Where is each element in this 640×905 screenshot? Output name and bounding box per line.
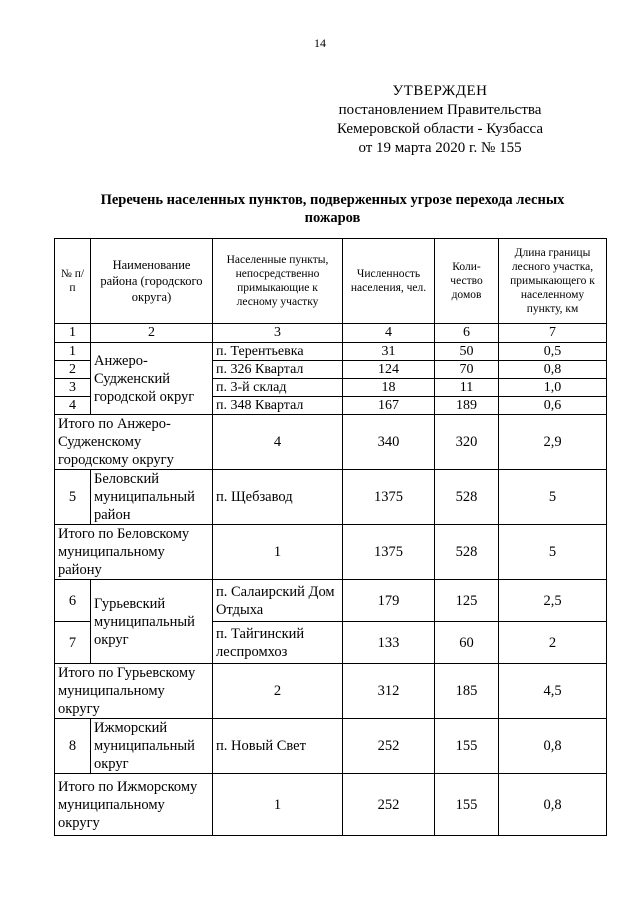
approval-line: постановлением Правительства xyxy=(338,102,542,118)
row-number: 6 xyxy=(55,580,91,622)
houses: 11 xyxy=(435,379,499,397)
houses: 60 xyxy=(435,622,499,664)
column-number: 7 xyxy=(499,324,607,343)
subtotal-population: 252 xyxy=(343,774,435,836)
subtotal-row xyxy=(55,774,607,836)
border-length: 0,5 xyxy=(499,343,607,361)
table-header-row xyxy=(55,239,607,324)
border-length: 2 xyxy=(499,622,607,664)
district-name: Гурьевский муниципальный округ xyxy=(91,580,213,664)
subtotal-length: 5 xyxy=(499,525,607,580)
subtotal-label: Итого по Ижморскому муниципальному округу xyxy=(55,774,213,836)
approval-line: Кемеровской области - Кузбасса xyxy=(336,121,544,137)
header-cell: Наименование района (городского округа) xyxy=(91,239,213,324)
border-length: 0,8 xyxy=(499,361,607,379)
subtotal-length: 4,5 xyxy=(499,664,607,719)
population: 1375 xyxy=(343,470,435,525)
houses: 528 xyxy=(435,470,499,525)
subtotal-length: 2,9 xyxy=(499,415,607,470)
district-name: Ижморский муниципальный округ xyxy=(91,719,213,774)
settlement-name: п. Новый Свет xyxy=(213,719,343,774)
subtotal-row xyxy=(55,664,607,719)
table-row xyxy=(55,719,607,774)
population: 167 xyxy=(343,397,435,415)
settlement-name: п. Терентьевка xyxy=(213,343,343,361)
subtotal-population: 312 xyxy=(343,664,435,719)
subtotal-population: 1375 xyxy=(343,525,435,580)
header-cell: Численность населения, чел. xyxy=(343,239,435,324)
row-number: 1 xyxy=(55,343,91,361)
subtotal-row xyxy=(55,525,607,580)
column-number: 2 xyxy=(91,324,213,343)
population: 133 xyxy=(343,622,435,664)
header-cell: № п/п xyxy=(55,239,91,324)
subtotal-population: 340 xyxy=(343,415,435,470)
approval-line: от 19 марта 2020 г. № 155 xyxy=(358,140,522,156)
column-number: 1 xyxy=(55,324,91,343)
population: 18 xyxy=(343,379,435,397)
subtotal-length: 0,8 xyxy=(499,774,607,836)
subtotal-count: 1 xyxy=(213,774,343,836)
settlement-name: п. Салаирский Дом Отдыха xyxy=(213,580,343,622)
population: 179 xyxy=(343,580,435,622)
settlements-table xyxy=(54,238,607,836)
subtotal-count: 4 xyxy=(213,415,343,470)
subtotal-row xyxy=(55,415,607,470)
header-cell: Коли-чество домов xyxy=(435,239,499,324)
row-number: 5 xyxy=(55,470,91,525)
header-cell: Длина границы лесного участка, примыкающего к населенному пункту, км xyxy=(499,239,607,324)
district-name: Анжеро-Судженский городской округ xyxy=(91,343,213,415)
settlement-name: п. 3-й склад xyxy=(213,379,343,397)
settlement-name: п. 348 Квартал xyxy=(213,397,343,415)
row-number: 8 xyxy=(55,719,91,774)
subtotal-count: 2 xyxy=(213,664,343,719)
border-length: 2,5 xyxy=(499,580,607,622)
border-length: 0,6 xyxy=(499,397,607,415)
houses: 50 xyxy=(435,343,499,361)
title-line: Перечень населенных пунктов, подверженных угрозе перехода лесных xyxy=(100,192,565,208)
houses: 125 xyxy=(435,580,499,622)
settlement-name: п. Тайгинский леспромхоз xyxy=(213,622,343,664)
settlement-name: п. Щебзавод xyxy=(213,470,343,525)
page-number: 14 xyxy=(314,36,326,50)
houses: 70 xyxy=(435,361,499,379)
column-number: 3 xyxy=(213,324,343,343)
row-number: 3 xyxy=(55,379,91,397)
document-title xyxy=(60,191,605,227)
population: 252 xyxy=(343,719,435,774)
table-row xyxy=(55,580,607,622)
settlement-name: п. 326 Квартал xyxy=(213,361,343,379)
subtotal-label: Итого по Анжеро-Судженскому городскому округу xyxy=(55,415,213,470)
houses: 189 xyxy=(435,397,499,415)
table-row xyxy=(55,343,607,361)
houses: 155 xyxy=(435,719,499,774)
approval-block xyxy=(300,82,580,158)
border-length: 1,0 xyxy=(499,379,607,397)
column-number: 4 xyxy=(343,324,435,343)
title-line: пожаров xyxy=(304,210,361,226)
subtotal-houses: 320 xyxy=(435,415,499,470)
row-number: 7 xyxy=(55,622,91,664)
subtotal-houses: 528 xyxy=(435,525,499,580)
border-length: 0,8 xyxy=(499,719,607,774)
table-row xyxy=(55,470,607,525)
population: 124 xyxy=(343,361,435,379)
border-length: 5 xyxy=(499,470,607,525)
row-number: 4 xyxy=(55,397,91,415)
subtotal-houses: 155 xyxy=(435,774,499,836)
district-name: Беловский муниципальный район xyxy=(91,470,213,525)
population: 31 xyxy=(343,343,435,361)
header-cell: Населенные пункты, непосредственно примыкающие к лесному участку xyxy=(213,239,343,324)
subtotal-houses: 185 xyxy=(435,664,499,719)
subtotal-label: Итого по Беловскому муниципальному району xyxy=(55,525,213,580)
column-number: 6 xyxy=(435,324,499,343)
row-number: 2 xyxy=(55,361,91,379)
subtotal-count: 1 xyxy=(213,525,343,580)
subtotal-label: Итого по Гурьевскому муниципальному округу xyxy=(55,664,213,719)
approval-heading: УТВЕРЖДЕН xyxy=(392,83,488,99)
column-number-row xyxy=(55,324,607,343)
